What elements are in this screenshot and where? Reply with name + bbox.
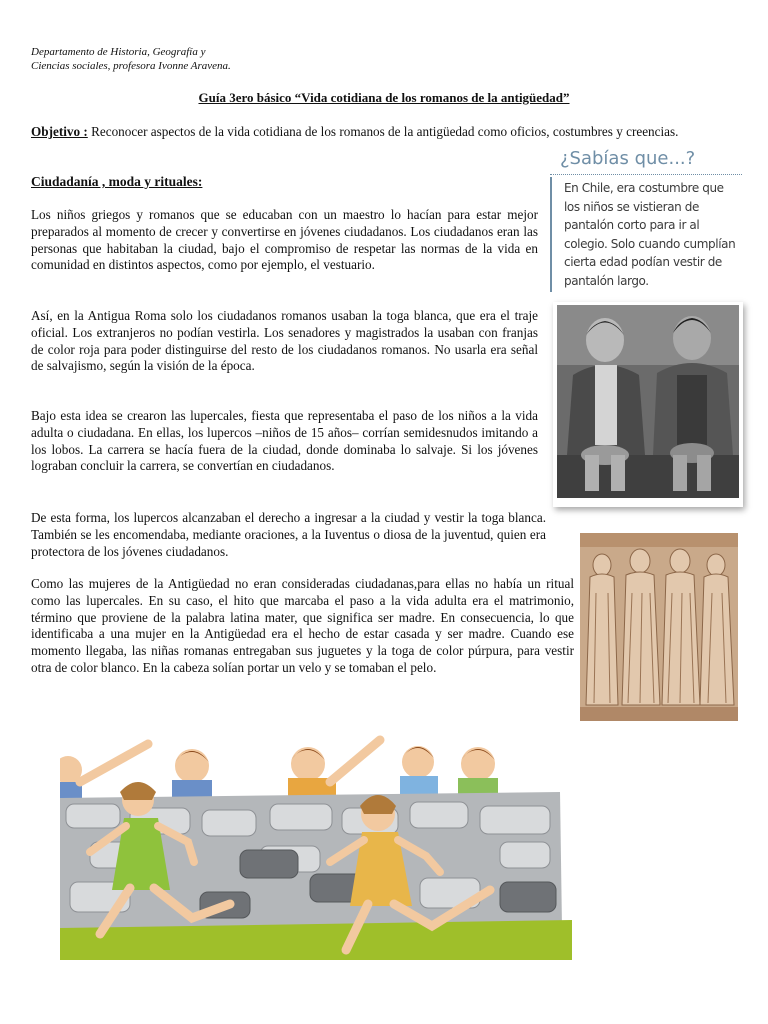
paragraph-2: Así, en la Antigua Roma solo los ciudadanos romanos usaban la toga blanca, que era el traje oficial. Los extranjeros no podían vestirla. Los senadores y magistrados la usaban con franjas de color roja para poder distinguirse del resto de los ciudadanos romanos. No usarla era señal de salvajismo, según la visión de la época. [31, 308, 538, 374]
paragraph-4: De esta forma, los lupercos alcanzaban el derecho a ingresar a la ciudad y vestir la toga blanca. También se les encomendaba, mediante oraciones, a la Iuventus o diosa de la juventud, quien era protectora de los jóvenes ciudadanos. [31, 510, 546, 559]
paragraph-5: Como las mujeres de la Antigüedad no eran consideradas ciudadanas,para ellas no había un ritual como las lupercales. En su caso, el hito que marcaba el paso a la vida adulta era el matrimonio, término que proviene de la palabra latina mater, que significa ser madre. En consecuencia, lo que identificaba a una mujer en la Antigüedad era el hecho de estar casada y ser madre. Cuando ese momento llegaba, las niñas romanas entregaban sus juguetes y la toga de color púrpura, para vestir otra de color blanco. En la cabeza solían portar un velo y se tomaban el pelo. [31, 576, 574, 675]
paragraph-3: Bajo esta idea se crearon las lupercales, fiesta que representaba el paso de los niños a la vida adulta o ciudadana. En ellas, los lupercos –niños de 15 años– corrían semidesnudos imitando a los lobos. La carrera se hacía fuera de la ciudad, donde dominaba lo salvaje. Si los jóvenes lograban concluir la carrera, se convertían en ciudadanos. [31, 408, 538, 474]
roman-relief-image [580, 533, 738, 721]
sabias-que-text: En Chile, era costumbre que los niños se vistieran de pantalón corto para ir al colegio. Solo cuando cumplían cierta edad podían vestir de pantalón largo. [550, 177, 740, 292]
objective-label: Objetivo : [31, 124, 88, 139]
lupercalia-illustration [60, 722, 572, 960]
objective [31, 123, 731, 140]
department-line-2: Ciencias sociales, profesora Ivonne Aravena. [31, 60, 231, 72]
section-heading: Ciudadanía , moda y rituales: [31, 174, 203, 189]
department-header [31, 45, 361, 73]
department-line-1: Departamento de Historia, Geografía y [31, 46, 206, 58]
objective-text: Reconocer aspectos de la vida cotidiana de los romanos de la antigüedad como oficios, costumbres y creencias. [87, 124, 679, 139]
children-photo [553, 302, 743, 507]
paragraph-1: Los niños griegos y romanos que se educaban con un maestro lo hacían para estar mejor preparados al momento de crecer y convertirse en jóvenes ciudadanos. Los ciudadanos eran las personas que habitaban la ciudad, bajo el compromiso de respetar las normas de la vida en comunidad en distintos aspectos, como por ejemplo, el vestuario. [31, 207, 538, 273]
sabias-que-divider [550, 174, 742, 175]
sabias-que-title: ¿Sabías que...? [560, 148, 696, 169]
page-title: Guía 3ero básico “Vida cotidiana de los romanos de la antigüedad” [198, 90, 570, 105]
children-photo-image [557, 305, 739, 498]
